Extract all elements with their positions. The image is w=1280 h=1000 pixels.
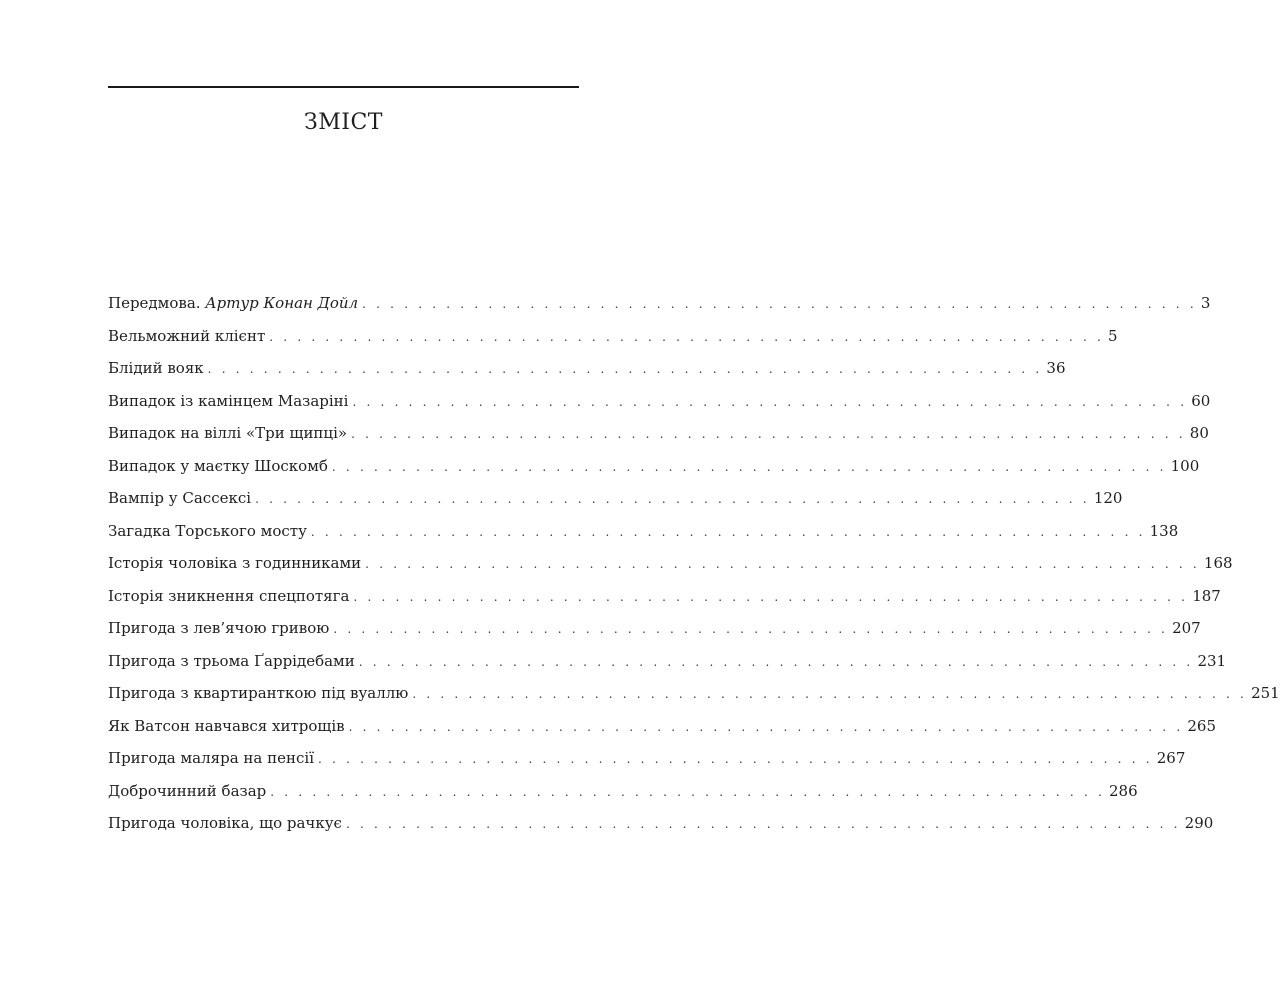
toc-entry-title: Випадок на віллі «Три щипці» — [108, 424, 348, 442]
toc-entry — [108, 450, 1200, 483]
toc-entry-page: 5 — [1108, 326, 1118, 345]
dot-leader: . . . . . . . . . . . . . . . . . . . . . . . . . . . . . . . . . . . . . . . . . . . . . . . . . . . . . . . . . . . . — [352, 394, 1188, 409]
toc-entry-title: Історія зникнення спецпотяга — [108, 586, 350, 605]
toc-entry-title: Пригода з трьома Ґаррідебами — [108, 651, 355, 670]
toc-entry-title: Пригода з квартиранткою під вуаллю — [108, 684, 409, 702]
toc-entry-page: 3 — [1200, 294, 1211, 312]
dot-leader: . . . . . . . . . . . . . . . . . . . . . . . . . . . . . . . . . . . . . . . . . . . . . . . . . . . . . . . . . . . . — [207, 362, 1043, 376]
dot-leader: . . . . . . . . . . . . . . . . . . . . . . . . . . . . . . . . . . . . . . . . . . . . . . . . . . . . . . . . . . . . — [351, 427, 1186, 441]
toc-entry — [108, 580, 1221, 613]
toc-entry-title: Випадок у маєтку Шоскомб — [108, 456, 328, 475]
toc-entry — [108, 515, 1179, 548]
toc-entry-page: 168 — [1203, 554, 1233, 572]
dot-leader: . . . . . . . . . . . . . . . . . . . . . . . . . . . . . . . . . . . . . . . . . . . . . . . . . . . . . . . . . . . . — [269, 329, 1104, 344]
dot-leader: . . . . . . . . . . . . . . . . . . . . . . . . . . . . . . . . . . . . . . . . . . . . . . . . . . . . . . . . . . . . — [255, 492, 1090, 506]
toc-entry-title: Історія чоловіка з годинниками — [108, 554, 362, 572]
toc-entry-title: Вельможний клієнт — [108, 326, 266, 345]
toc-entry-page: 120 — [1093, 489, 1123, 507]
toc-entry — [108, 677, 1280, 710]
toc-entry-title: Випадок із камінцем Мазаріні — [108, 391, 349, 410]
toc-entry-page: 231 — [1197, 651, 1227, 670]
toc-entry-page: 100 — [1170, 456, 1200, 475]
header-rule — [108, 86, 579, 88]
dot-leader: . . . . . . . . . . . . . . . . . . . . . . . . . . . . . . . . . . . . . . . . . . . . . . . . . . . . . . . . . . . . — [333, 622, 1169, 636]
toc-entry-title: Як Ватсон навчався хитрощів — [108, 716, 345, 735]
dot-leader: . . . . . . . . . . . . . . . . . . . . . . . . . . . . . . . . . . . . . . . . . . . . . . . . . . . . . . . . . . . . — [270, 784, 1105, 799]
table-of-contents — [108, 287, 1280, 840]
toc-entry-title: Пригода чоловіка, що рачкує — [108, 814, 342, 832]
toc-entry-title: Доброчинний базар — [108, 781, 267, 800]
toc-entry — [108, 385, 1211, 418]
dot-leader: . . . . . . . . . . . . . . . . . . . . . . . . . . . . . . . . . . . . . . . . . . . . . . . . . . . . . . . . . . . . — [318, 752, 1153, 766]
page-title: ЗМІСТ — [304, 110, 383, 135]
toc-entry-page: 60 — [1191, 391, 1211, 410]
toc-entry — [108, 547, 1233, 580]
toc-entry-title: Блідий вояк — [108, 359, 204, 377]
dot-leader: . . . . . . . . . . . . . . . . . . . . . . . . . . . . . . . . . . . . . . . . . . . . . . . . . . . . . . . . . . . . — [345, 817, 1181, 831]
toc-entry-page: 187 — [1192, 586, 1221, 605]
toc-entry — [108, 775, 1138, 808]
dot-leader: . . . . . . . . . . . . . . . . . . . . . . . . . . . . . . . . . . . . . . . . . . . . . . . . . . . . . . . . . . . . — [310, 524, 1146, 539]
toc-entry-page: 290 — [1184, 814, 1214, 832]
toc-entry-page: 265 — [1187, 716, 1216, 735]
dot-leader: . . . . . . . . . . . . . . . . . . . . . . . . . . . . . . . . . . . . . . . . . . . . . . . . . . . . . . . . . . . . — [358, 654, 1194, 669]
toc-entry-title: Пригода маляра на пенсії — [108, 749, 315, 767]
toc-entry-page: 80 — [1189, 424, 1209, 442]
toc-entry — [108, 612, 1201, 645]
toc-entry-title: Загадка Торського мосту — [108, 521, 307, 540]
toc-entry — [108, 710, 1216, 743]
toc-entry — [108, 320, 1118, 353]
toc-entry-page: 207 — [1172, 619, 1201, 637]
toc-entry — [108, 482, 1123, 515]
dot-leader: . . . . . . . . . . . . . . . . . . . . . . . . . . . . . . . . . . . . . . . . . . . . . . . . . . . . . . . . . . . . — [362, 297, 1197, 311]
toc-entry — [108, 645, 1227, 678]
dot-leader: . . . . . . . . . . . . . . . . . . . . . . . . . . . . . . . . . . . . . . . . . . . . . . . . . . . . . . . . . . . . — [331, 459, 1167, 474]
toc-entry-page: 36 — [1046, 359, 1066, 377]
toc-entry-page: 286 — [1109, 781, 1138, 800]
toc-entry-page: 138 — [1149, 521, 1179, 540]
dot-leader: . . . . . . . . . . . . . . . . . . . . . . . . . . . . . . . . . . . . . . . . . . . . . . . . . . . . . . . . . . . . — [348, 719, 1184, 734]
dot-leader: . . . . . . . . . . . . . . . . . . . . . . . . . . . . . . . . . . . . . . . . . . . . . . . . . . . . . . . . . . . . — [353, 589, 1189, 604]
dot-leader: . . . . . . . . . . . . . . . . . . . . . . . . . . . . . . . . . . . . . . . . . . . . . . . . . . . . . . . . . . . . — [412, 687, 1248, 701]
toc-entry — [108, 287, 1211, 320]
toc-entry-page: 267 — [1156, 749, 1186, 767]
toc-entry-page: 251 — [1251, 684, 1280, 702]
toc-entry-title: Пригода з лев’ячою гривою — [108, 619, 330, 637]
toc-entry — [108, 417, 1209, 450]
toc-entry-title: Вампір у Сассексі — [108, 489, 252, 507]
toc-entry-title — [108, 287, 358, 320]
toc-entry — [108, 807, 1214, 840]
dot-leader: . . . . . . . . . . . . . . . . . . . . . . . . . . . . . . . . . . . . . . . . . . . . . . . . . . . . . . . . . . . . — [365, 557, 1200, 571]
toc-entry — [108, 352, 1066, 385]
toc-entry — [108, 742, 1186, 775]
toc-entry-title-text: Передмова. — [108, 294, 206, 312]
toc-entry-author: Артур Конан Дойл — [205, 294, 359, 312]
